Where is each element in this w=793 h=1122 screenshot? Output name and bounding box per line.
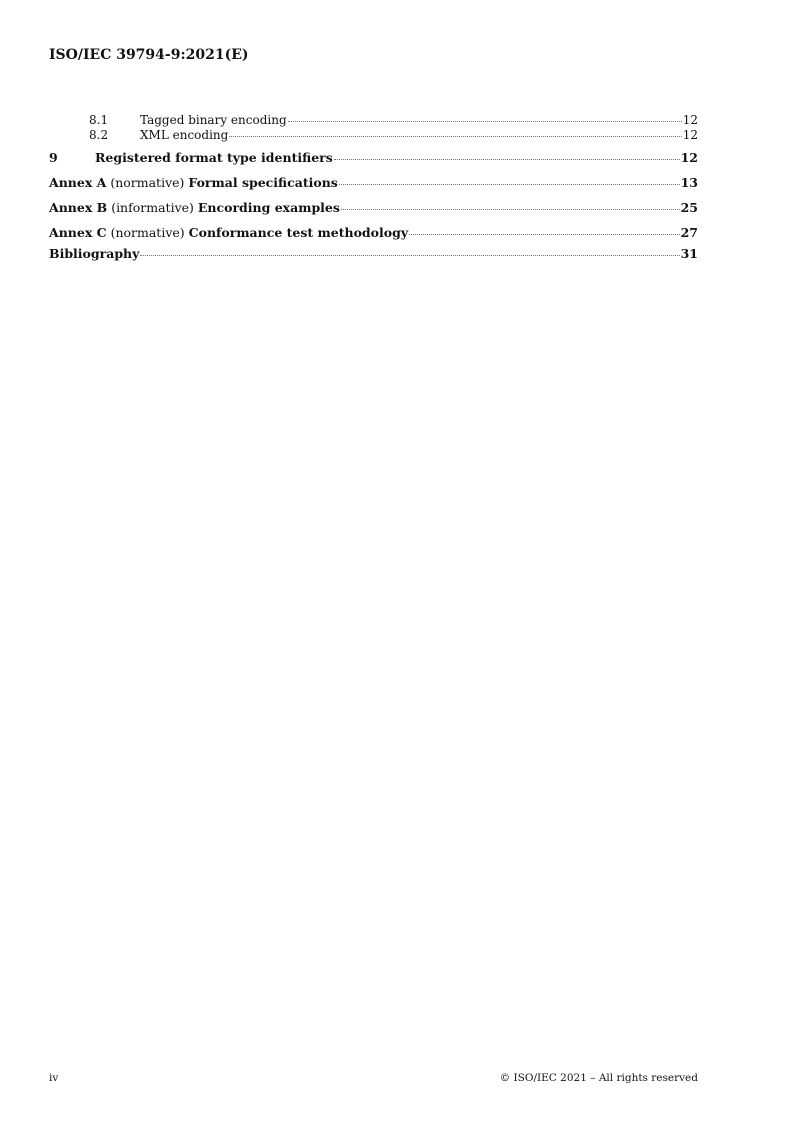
annex-label: Annex B <box>49 200 108 215</box>
toc-page: 31 <box>680 246 698 261</box>
toc-entry-8-1[interactable] <box>89 113 698 127</box>
toc-title: Conformance test methodology <box>188 225 409 240</box>
toc-entry-9[interactable] <box>49 150 698 165</box>
dot-leader <box>409 234 679 235</box>
toc-page: 27 <box>680 225 698 240</box>
toc-title: Encording examples <box>197 200 340 215</box>
toc-page: 12 <box>682 128 698 142</box>
copyright-notice: © ISO/IEC 2021 – All rights reserved <box>499 1072 698 1084</box>
annex-kind: (normative) <box>110 175 185 190</box>
dot-leader <box>288 121 682 122</box>
page-number: iv <box>49 1072 59 1084</box>
dot-leader <box>140 255 679 256</box>
toc-entry-annex-c[interactable] <box>49 225 698 240</box>
toc-title: Formal specifications <box>188 175 338 190</box>
toc-number: 9 <box>49 150 58 165</box>
dot-leader <box>229 136 681 137</box>
toc-title: Registered format type identifiers <box>95 150 333 165</box>
toc-title: Bibliography <box>49 246 140 261</box>
toc-page: 12 <box>680 150 698 165</box>
dot-leader <box>334 159 680 160</box>
toc-page: 13 <box>680 175 698 190</box>
toc-number: 8.1 <box>89 113 109 127</box>
annex-label: Annex C <box>49 225 107 240</box>
toc-number: 8.2 <box>89 128 109 142</box>
toc-page: 12 <box>682 113 698 127</box>
dot-leader <box>341 209 680 210</box>
toc-entry-annex-b[interactable] <box>49 200 698 215</box>
toc-entry-bibliography[interactable] <box>49 246 698 261</box>
toc-entry-annex-a[interactable] <box>49 175 698 190</box>
dot-leader <box>339 184 680 185</box>
document-header: ISO/IEC 39794-9:2021(E) <box>49 47 249 63</box>
toc-page: 25 <box>680 200 698 215</box>
toc-title: Tagged binary encoding <box>140 113 287 127</box>
toc-entry-8-2[interactable] <box>89 128 698 142</box>
annex-kind: (informative) <box>111 200 194 215</box>
annex-label: Annex A <box>49 175 107 190</box>
annex-kind: (normative) <box>110 225 185 240</box>
toc-title: XML encoding <box>140 128 229 142</box>
